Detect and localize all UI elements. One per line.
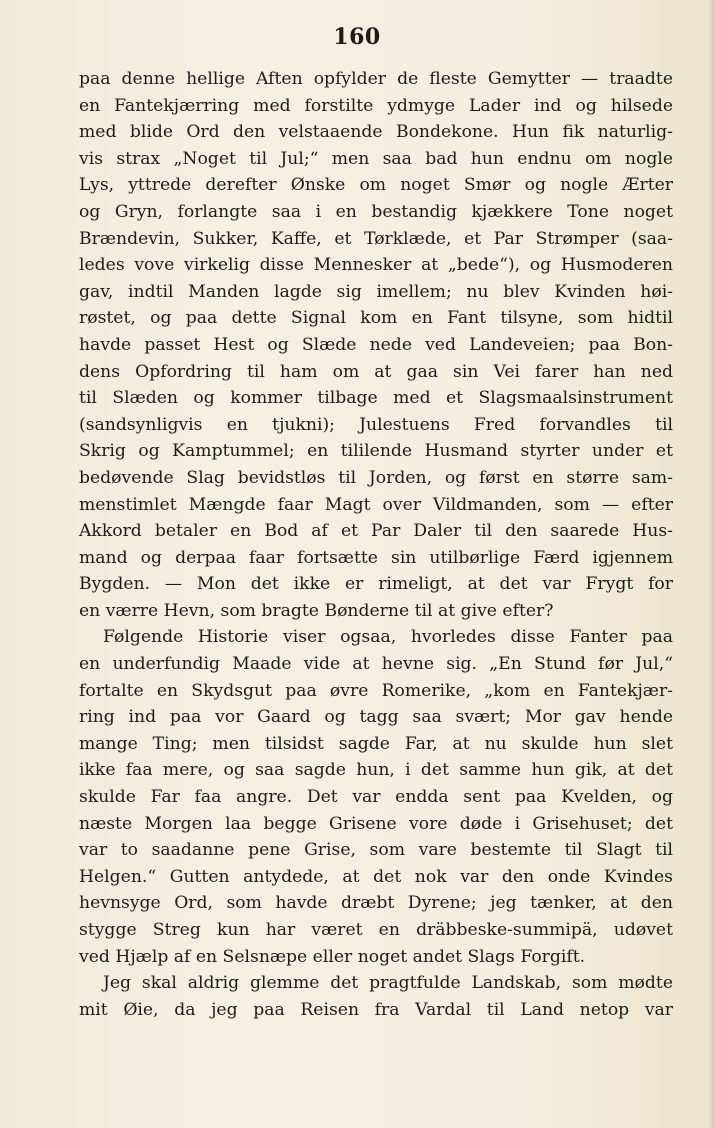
page-number: 160: [333, 24, 381, 50]
text-line-paragraph-start: Jeg skal aldrig glemme det pragtfulde Landskab, som mødte: [103, 973, 673, 994]
text-line: skulde Far faa angre. Det var endda sent paa Kvelden, og: [79, 787, 673, 808]
text-line: Helgen.“ Gutten antydede, at det nok var den onde Kvindes: [79, 866, 673, 887]
text-line-paragraph-end: ved Hjælp af en Selsnæpe eller noget andet Slags Forgift.: [79, 946, 586, 967]
text-line: ikke faa mere, og saa sagde hun, i det samme hun gik, at det: [79, 760, 673, 781]
text-line: menstimlet Mængde faar Magt over Vildmanden, som — efter: [79, 494, 673, 515]
text-line: Brændevin, Sukker, Kaffe, et Tørklæde, et Par Strømper (saa-: [79, 228, 673, 249]
text-line: en underfundig Maade vide at hevne sig. „En Stund før Jul,“: [79, 654, 673, 675]
page-edge-shadow: [708, 0, 714, 1128]
text-line: mand og derpaa faar fortsætte sin utilbørlige Færd igjennem: [79, 547, 673, 568]
text-line-paragraph-end: en værre Hevn, som bragte Bønderne til at give efter?: [79, 600, 554, 621]
text-line: var to saadanne pene Grise, som vare bestemte til Slagt til: [79, 840, 673, 861]
text-line: Akkord betaler en Bod af et Par Daler til den saarede Hus-: [79, 521, 673, 542]
text-line: paa denne hellige Aften opfylder de fleste Gemytter — traadte: [79, 69, 673, 89]
text-line: med blide Ord den velstaaende Bondekone. Hun fik naturlig-: [79, 122, 673, 143]
text-line: hevnsyge Ord, som havde dræbt Dyrene; jeg tænker, at den: [79, 893, 673, 914]
text-line: ledes vove virkelig disse Mennesker at „bede“), og Husmoderen: [79, 255, 673, 276]
text-line: og Gryn, forlangte saa i en bestandig kjækkere Tone noget: [79, 201, 673, 222]
text-line: næste Morgen laa begge Grisene vore døde i Grisehuset; det: [79, 813, 673, 834]
text-line: Skrig og Kamptummel; en tililende Husmand styrter under et: [79, 441, 673, 462]
text-line: Lys, yttrede derefter Ønske om noget Smør og nogle Ærter: [79, 175, 673, 196]
text-line: til Slæden og kommer tilbage med et Slagsmaalsinstrument: [79, 388, 673, 409]
text-line: stygge Streg kun har været en dräbbeske-summipä, udøvet: [79, 920, 673, 940]
text-line: en Fantekjærring med forstilte ydmyge Lader ind og hilsede: [79, 95, 673, 116]
text-line: Bygden. — Mon det ikke er rimeligt, at det var Frygt for: [79, 574, 673, 595]
text-line-paragraph-start: Følgende Historie viser ogsaa, hvorledes disse Fanter paa: [103, 627, 673, 648]
body-text: [79, 66, 673, 1023]
text-line: mange Ting; men tilsidst sagde Far, at nu skulde hun slet: [79, 733, 673, 754]
text-line: gav, indtil Manden lagde sig imellem; nu blev Kvinden høi-: [79, 281, 673, 302]
text-line: ring ind paa vor Gaard og tagg saa svært; Mor gav hende: [79, 707, 673, 728]
text-line: vis strax „Noget til Jul;“ men saa bad hun endnu om nogle: [79, 148, 673, 169]
text-line: fortalte en Skydsgut paa øvre Romerike, „kom en Fantekjær-: [79, 680, 673, 701]
text-line: bedøvende Slag bevidstløs til Jorden, og først en større sam-: [79, 467, 673, 488]
text-line: mit Øie, da jeg paa Reisen fra Vardal til Land netop var: [79, 999, 673, 1020]
text-line: (sandsynligvis en tjukni); Julestuens Fred forvandles til: [79, 414, 673, 435]
text-line: havde passet Hest og Slæde nede ved Landeveien; paa Bon-: [79, 334, 673, 355]
text-line: dens Opfordring til ham om at gaa sin Vei farer han ned: [79, 361, 673, 382]
text-line: røstet, og paa dette Signal kom en Fant tilsyne, som hidtil: [79, 308, 673, 329]
